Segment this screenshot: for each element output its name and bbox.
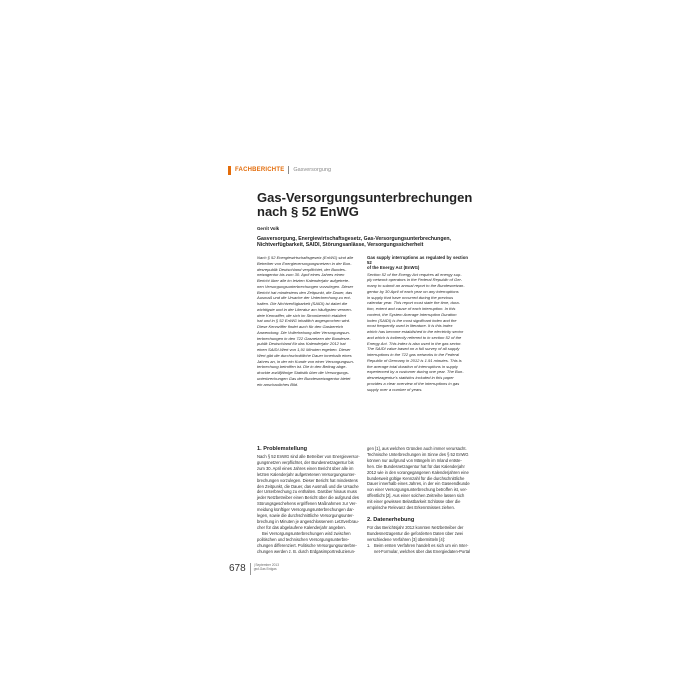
list-item bbox=[367, 543, 473, 555]
abstract-english bbox=[367, 255, 468, 392]
abstract-line: desrepublik Deutschland verpflichtet, der Bundes- bbox=[257, 266, 347, 272]
abstract-line: Index (SAIDI) is the most significant index and the bbox=[367, 317, 457, 323]
abstract-line: Nach § 52 Energiewirtschaftsgesetz (EnWG) sind alle bbox=[257, 255, 354, 260]
abstract-line: druckte zwölfjährige Statistik über die Versorgungs- bbox=[257, 370, 350, 375]
abstract-line: Energy Act. This index is also used in the gas sector. bbox=[367, 340, 462, 346]
body-line: brechung in Minuten je angeschlossenem Letztverbrau- bbox=[257, 518, 359, 524]
abstract-line: terbrechung betroffen ist. Die in den Beitrag abge- bbox=[257, 364, 347, 370]
body-line: gen [1], aus welchen Gründen auch immer verursacht. bbox=[367, 446, 467, 451]
title-line: Gas-Versorgungsunterbrechungen bbox=[257, 190, 473, 205]
abstract-heading-line: Gas supply interruptions as regulated by section 52 bbox=[367, 255, 468, 266]
abstract-line: Bericht über alle im letzten Kalenderjahr aufgetrete- bbox=[257, 278, 350, 283]
abstract-line: nen Versorgungsunterbrechungen vorzulegen. Dieser bbox=[257, 283, 354, 289]
body-line: verschiedene Verfahren [3] übermitteln [4]: bbox=[367, 536, 446, 542]
journal-name: gwf-Gas Erdgas bbox=[253, 566, 277, 571]
body-line: brechungen vorzulegen. Dieser Bericht hat mindestens bbox=[257, 477, 358, 483]
section-header bbox=[228, 165, 331, 175]
abstract-line: Section 52 of the Energy Act requires all energy sup- bbox=[367, 271, 462, 277]
body-line: legen, sowie die durchschnittliche Versorgungsunter- bbox=[257, 513, 354, 519]
journal-issue: | September 2013 bbox=[253, 563, 279, 567]
body-column-right bbox=[367, 446, 473, 555]
title-line: nach § 52 EnWG bbox=[257, 204, 359, 219]
abstract-line: halten. Die Nichtverfügbarkeit (SAIDI) ist dabei die bbox=[257, 301, 348, 306]
abstract-line: dete Kennziffer, die sich im Strombereich etabliert bbox=[257, 312, 347, 318]
body-line: Dauer innerhalb eines Jahres, in der ein Gaseendkunde bbox=[367, 481, 470, 487]
abstract-line: Bericht hat mindestens den Zeitpunkt, die Dauer, das bbox=[257, 289, 353, 295]
body-line: Beim ersten Verfahren handelt es sich um ein Inter- bbox=[374, 542, 469, 548]
abstract-line: and which is indirectly referred to in section 52 of the bbox=[367, 334, 462, 340]
abstract-line: Ausmaß und die Ursache der Unterbrechung zu ent- bbox=[257, 295, 352, 301]
abstract-line: publik Deutschland für das Kalenderjahr 2012 hat bbox=[257, 341, 346, 347]
abstract-line: unterbrechungen Gas der Bundesnetzagentur bietet bbox=[257, 375, 351, 381]
abstract-line: supply over a number of years. bbox=[367, 386, 423, 392]
abstract-line: most frequently used in literature. It is this index bbox=[367, 323, 453, 329]
body-line: cher für das abgelaufene Kalenderjahr angeben. bbox=[257, 524, 346, 530]
body-line: Bei Versorgungsunterbrechungen wird zwischen bbox=[262, 530, 351, 536]
abstract-line: provides a clear overview of the interruptions in gas bbox=[367, 380, 460, 386]
abstract-line: the average total duration of interruptions in supply bbox=[367, 363, 458, 369]
body-line: politischen und technischen Versorgungsunterbre- bbox=[257, 536, 350, 542]
abstract-line: which has become established in the electricity sector bbox=[367, 329, 464, 335]
abstract-german bbox=[257, 255, 358, 387]
body-line: bundesweit gültige Kennzahl für die durchschnittliche bbox=[367, 475, 465, 481]
abstract-heading bbox=[367, 255, 468, 271]
list-number: 1. bbox=[367, 542, 371, 548]
topic-label: Gasversorgung bbox=[293, 167, 332, 173]
footer-divider bbox=[250, 563, 251, 575]
journal-info bbox=[254, 564, 279, 572]
body-line: Störungsgeschehens ergriffenen Maßnahmen zur Ver- bbox=[257, 501, 357, 507]
section-heading: 2. Datenerhebung bbox=[367, 516, 415, 523]
abstract-line: ply network operators in the Federal Republic of Ger- bbox=[367, 277, 463, 283]
body-line: net-Formular, welches über das Energiedaten-Portal bbox=[374, 548, 470, 554]
abstract-line: many to submit an annual report to the Bundesnetzan- bbox=[367, 283, 465, 289]
abstract-line: Betreiber von Energieversorgungsnetzen in der Bun- bbox=[257, 260, 352, 266]
body-line: meidung künftiger Versorgungsunterbrechungen dar- bbox=[257, 507, 355, 513]
abstract-line: in supply that have occurred during the previous bbox=[367, 294, 454, 300]
body-line: chungen werden z. B. durch Erdgasimportreduzierun- bbox=[257, 548, 356, 554]
abstract-line: The SAIDI value based on a full survey of all supply bbox=[367, 346, 460, 352]
article-title bbox=[257, 191, 497, 219]
abstract-line: ein anschauliches Bild. bbox=[257, 381, 299, 387]
section-label: FACHBERICHTE bbox=[235, 167, 285, 173]
abstract-line: context, the System Average Interruption Duration bbox=[367, 311, 457, 317]
body-line: Für das Berichtsjahr 2012 konnten Netzbetreiber der bbox=[367, 524, 464, 530]
body-line: Nach § 52 EnWG sind alle Betreiber von Energieversor- bbox=[257, 454, 360, 459]
section-heading: 1. Problemstellung bbox=[257, 446, 308, 452]
abstract-line: terbrechungen in den 722 Gasnetzen der Bundesre- bbox=[257, 335, 351, 341]
body-column-left bbox=[257, 446, 363, 554]
body-line: zum 30. April eines Jahres einen Bericht über alle im bbox=[257, 465, 354, 471]
header-divider bbox=[288, 166, 289, 174]
abstract-line: calendar year. This report must state the time, dura- bbox=[367, 300, 460, 306]
body-line: können nur aufgrund von Mängeln im Inland entste- bbox=[367, 457, 462, 463]
body-line: von einer Versorgungsunterbrechung betroffen ist, ver- bbox=[367, 487, 468, 493]
abstract-line: Republic of Germany in 2012 is 1.91 minutes. This is bbox=[367, 357, 462, 363]
body-line: den Zeitpunkt, die Dauer, das Ausmaß und die Ursache bbox=[257, 483, 359, 489]
author-name: Gerrit Volk bbox=[257, 226, 280, 231]
body-line: letzten Kalenderjahr aufgetretenen Versorgungsunter- bbox=[257, 471, 356, 477]
body-line: empirische Relevanz des Erkenntnisses ziehen. bbox=[367, 505, 455, 511]
body-line: gungsnetzen verpflichtet, der Bundesnetzagentur bis bbox=[257, 459, 354, 465]
body-line: chungen differenziert. Politische Versorgungsunterbre- bbox=[257, 542, 357, 548]
abstract-line: einen SAIDI-Wert von 1,91 Minuten ergeben. Dieser bbox=[257, 347, 351, 352]
abstract-line: wichtigste und in der Literatur am häufigsten verwen- bbox=[257, 306, 352, 312]
abstract-line: tion, extent and cause of each interruption. In this bbox=[367, 306, 456, 312]
abstract-line: experienced by a customer during one year. The Bun- bbox=[367, 369, 464, 375]
abstract-line: Anwendung. Die Vollerhebung aller Versorgungsun- bbox=[257, 329, 351, 335]
body-line: mit einer gewissen Belastbarkeit Schlüsse über die bbox=[367, 499, 461, 505]
body-line: der Unterbrechung zu enthalten. Darüber hinaus muss bbox=[257, 489, 357, 495]
abstract-heading-line: of the Energy Act (EnWG) bbox=[367, 265, 420, 271]
list-text bbox=[374, 543, 470, 555]
abstract-line: desnetzagentur's statistics included in this paper bbox=[367, 375, 454, 381]
section-marker bbox=[228, 166, 231, 175]
abstract-line: Diese Kennziffer findet auch für den Gasbereich bbox=[257, 324, 344, 329]
body-line: 2012 wie in den vorangegangenen Kalenderjahren eine bbox=[367, 469, 469, 475]
abstract-line: hat und in § 52 EnWG inhaltlich angesprochen wird. bbox=[257, 318, 351, 324]
body-line: öffentlicht [2]. Aus einer solchen Zeitreihe lassen sich bbox=[367, 493, 465, 499]
abstract-line: Jahres an, in der ein Kunde von einer Versorgungsun- bbox=[257, 358, 355, 364]
keywords: Gasversorgung, Energiewirtschaftsgesetz, Gas-Versorgungsunterbrechungen, Nichtverfügbarkeit, SAIDI, Störungsanlässe, Versorgungssicherheit bbox=[257, 236, 452, 249]
body-line: hen. Die Bundesnetzagentur hat für das Kalenderjahr bbox=[367, 463, 465, 469]
abstract-line: interruptions in the 722 gas networks in the Federal bbox=[367, 352, 460, 358]
abstract-line: netzagentur bis zum 30. April eines Jahres einen bbox=[257, 272, 345, 278]
abstract-line: Wert gibt die durchschnittliche Dauer innerhalb eines bbox=[257, 352, 352, 358]
body-line: Bundesnetzagentur die geforderten Daten über zwei bbox=[367, 530, 463, 536]
body-line: jeder Netzbetreiber einen Bericht über die aufgrund des bbox=[257, 495, 359, 501]
page-number: 678 bbox=[229, 563, 246, 574]
body-line: Technische Unterbrechungen im Sinne des § 52 EnWG bbox=[367, 451, 469, 457]
page-footer bbox=[229, 563, 279, 575]
abstract-line: gentur by 30 April of each year on any interruptions bbox=[367, 288, 459, 294]
